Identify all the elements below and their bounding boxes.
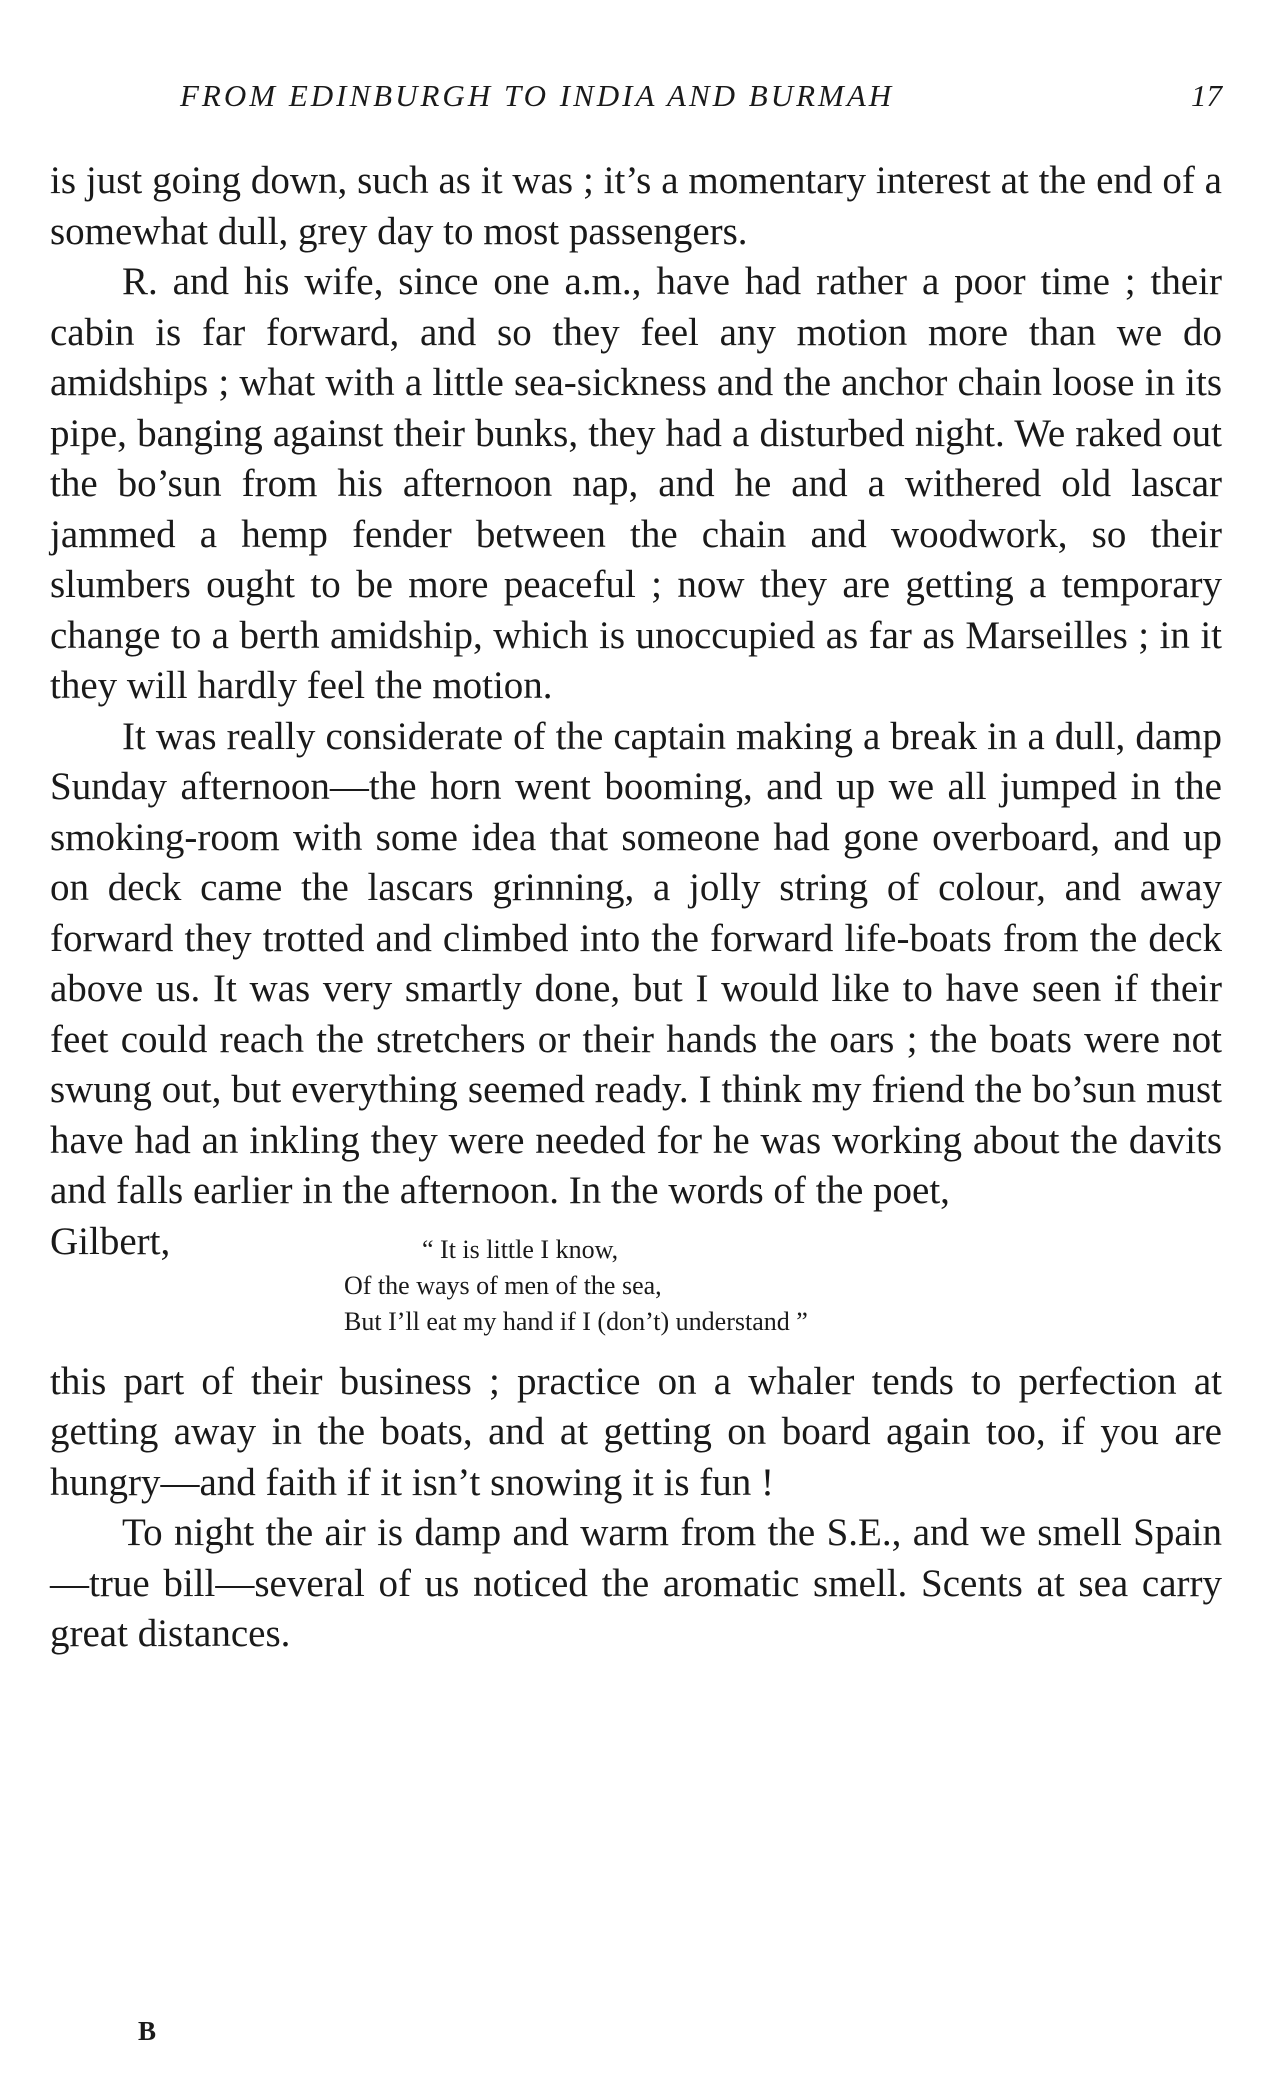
poem-quotation <box>50 1217 1222 1357</box>
poem-line-1: “ It is little I know, <box>422 1234 619 1264</box>
paragraph-spain: To night the air is damp and warm from the S.E., and we smell Spain—true bill—several of us noticed the aromatic smell. Scents at sea carry great distances. <box>50 1511 1222 1655</box>
paragraph-cabin: R. and his wife, since one a.m., have had rather a poor time ; their cabin is far forward, and so they feel any motion more than we do amidships ; what with a little sea-sickness and the anchor chain loose in its pipe, banging against their bunks, they had a disturbed night. We raked out the bo’sun from his afternoon nap, and he and a withered old lascar jammed a hemp fender between the chain and woodwork, so their slumbers ought to be more peaceful ; now they are getting a temporary change to a berth amidship, which is unoccupied as far as Marseilles ; in it they will hardly feel the motion. <box>50 260 1222 707</box>
body-text <box>50 156 1222 1660</box>
paragraph-after-poem: this part of their business ; practice on a whaler tends to perfection at getting away in the boats, and at getting on board again too, if you are hungry—and faith if it isn’t snowing it is fun ! <box>50 1359 1222 1504</box>
paragraph-continued: is just going down, such as it was ; it’s a momentary interest at the end of a somewhat dull, grey day to most passengers. <box>50 159 1222 253</box>
signature-mark: B <box>138 2016 157 2046</box>
poem-attribution: Gilbert, <box>50 1219 171 1263</box>
poem-line-2: Of the ways of men of the sea, <box>344 1270 662 1300</box>
page-number: 17 <box>1191 78 1222 113</box>
running-head <box>50 78 1222 122</box>
paragraph-lifeboat-drill: It was really considerate of the captain making a break in a dull, damp Sunday afternoon—the horn went booming, and up we all jumped in the smoking-room with some idea that someone had gone overboard, and up on deck came the lascars grinning, a jolly string of colour, and away forward they trotted and climbed into the forward life-boats from the deck above us. It was very smartly done, but I would like to have seen if their feet could reach the stretchers or their hands the oars ; the boats were not swung out, but everything seemed ready. I think my friend the bo’sun must have had an inkling they were needed for he was working about the davits and falls earlier in the afternoon. In the words of the poet, <box>50 714 1222 1212</box>
poem-line-3: But I’ll eat my hand if I (don’t) understand ” <box>344 1306 808 1336</box>
running-title: FROM EDINBURGH TO INDIA AND BURMAH <box>180 78 895 113</box>
